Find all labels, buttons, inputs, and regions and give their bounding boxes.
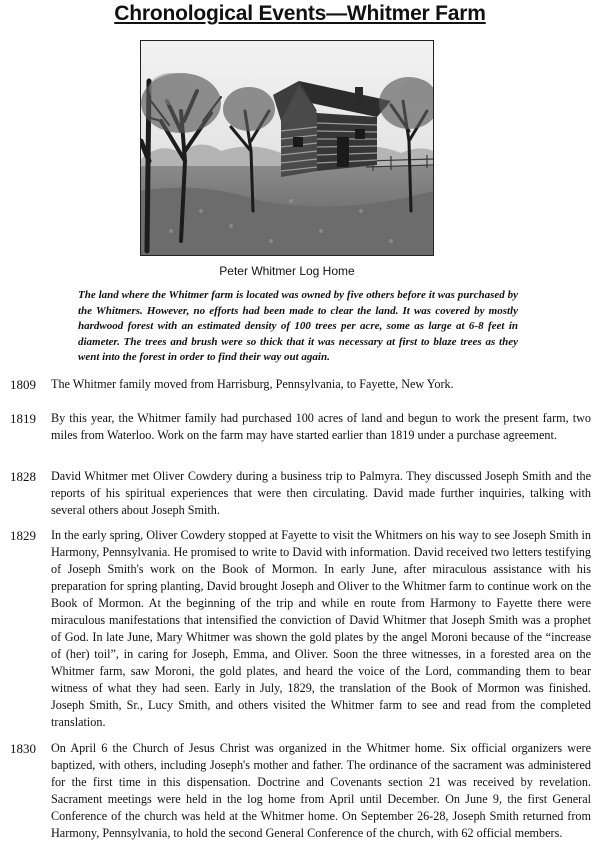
event-text: By this year, the Whitmer family had purchased 100 acres of land and begun to work the present farm, two miles from Waterloo. Work on the farm may have started earlier than 1819 under a purchase agreement. [51,411,591,442]
event-year: 1830 [10,741,36,756]
event-year: 1828 [10,469,36,484]
log-home-image [141,41,433,255]
event-text: The Whitmer family moved from Harrisburg, Pennsylvania, to Fayette, New York. [51,377,454,391]
page-title: Chronological Events—Whitmer Farm [114,2,486,25]
event-year: 1829 [10,528,36,543]
log-home-photo [140,40,434,256]
intro-paragraph: The land where the Whitmer farm is located was owned by five others before it was purchased by the Whitmers. However, no efforts had been made to clear the land. It was covered by mostly hardwood forest with an estimated density of 100 trees per acre, some as large at 6-8 feet in diameter. The trees and brush were so thick that it was necessary at first to blaze trees as they went into the forest in order to find their way out again. [78,289,518,364]
event-year: 1809 [10,377,36,392]
event-year: 1819 [10,411,36,426]
event-text: In the early spring, Oliver Cowdery stopped at Fayette to visit the Whitmers on his way to see Joseph Smith in Harmony, Pennsylvania. He promised to write to David with information. David received two letters testifying of Joseph Smith's work on the Book of Mormon. In early June, after miraculous assistance with his preparation for spring planting, David brought Joseph and Oliver to the Whitmer farm to continue work on the Book of Mormon. At the beginning of the trip and while en route from Harmony to Fayette there were miraculous manifestations that intensified the conviction of David Whitmer that Joseph Smith was a prophet of God. In late June, Mary Whitmer was shown the gold plates by the angel Moroni because of the “increase of (her) toil”, in caring for Joseph, Emma, and Oliver. Soon the three witnesses, in a forested area on the Whitmer farm, saw Moroni, the gold plates, and heard the voice of the Lord, commanding them to bear witness of what they had seen. Early in July, 1829, the translation of the Book of Mormon was finished. Joseph Smith, Sr., Lucy Smith, and others visited the Whitmer farm to see and read from the completed translation. [51,528,591,729]
event-text: David Whitmer met Oliver Cowdery during a business trip to Palmyra. They discussed Joseph Smith and the reports of his spiritual experiences that were then circulating. David made further inquiries, talking with several others about Joseph Smith. [51,469,591,517]
event-text: On April 6 the Church of Jesus Christ was organized in the Whitmer home. Six official organizers were baptized, with others, including Joseph's mother and father. The ordinance of the sacrament was administered for the first time in this dispensation. Doctrine and Covenants section 21 was received by revelation. Sacrament meetings were held in the log home from April until December. On June 9, the first General Conference of the church was held at the Whitmer home. On September 26-28, Joseph Smith returned from Harmony, Pennsylvania, to hold the second General Conference of the church, with 62 official members. [51,741,591,840]
photo-caption: Peter Whitmer Log Home [219,264,355,278]
